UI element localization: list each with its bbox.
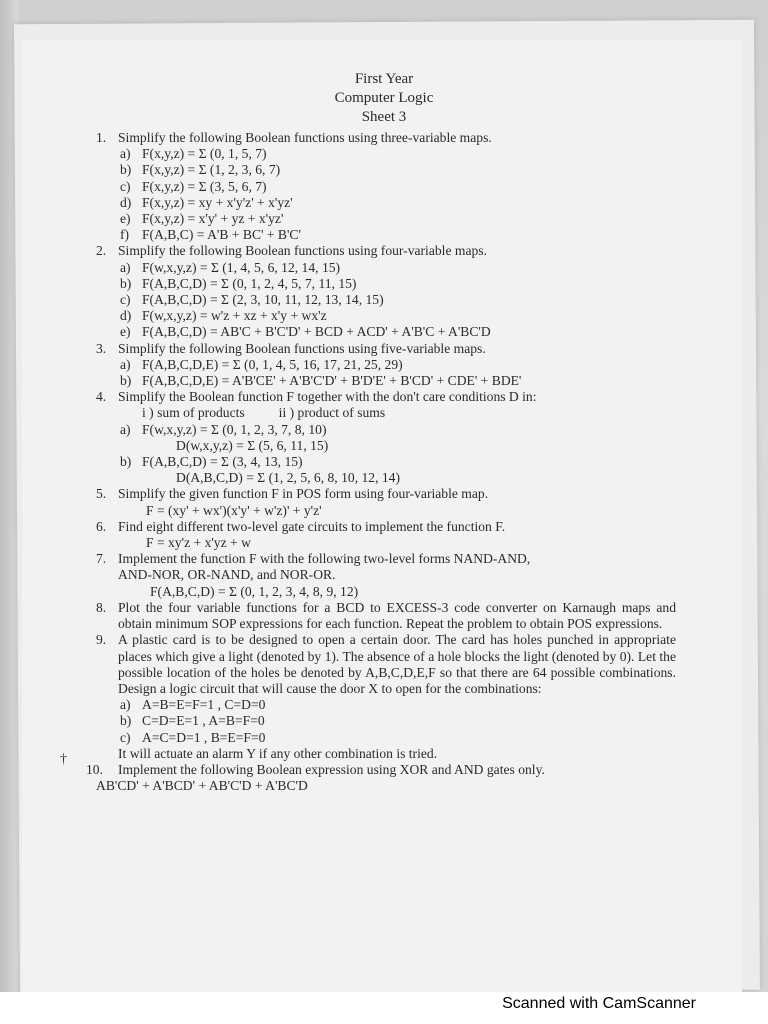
sub-item xyxy=(96,162,676,178)
question-number: 3. xyxy=(96,340,107,356)
sub-item xyxy=(96,324,676,340)
sub-text: F(x,y,z) = Σ (3, 5, 6, 7) xyxy=(142,178,267,194)
sub-text: F(w,x,y,z) = Σ (0, 1, 2, 3, 7, 8, 10) xyxy=(142,421,327,437)
sub-item xyxy=(96,211,676,227)
sub-label: a) xyxy=(120,259,131,275)
dont-care-text: D(w,x,y,z) = Σ (5, 6, 11, 15) xyxy=(176,437,329,453)
sub-label: f) xyxy=(120,227,130,243)
sub-text: F(A,B,C,D) = AB'C + B'C'D' + BCD + ACD' + A'B'C + A'BC'D xyxy=(142,324,491,340)
sheet-header xyxy=(0,70,768,127)
expression-text: F = (xy' + wx')(x'y' + w'z)' + y'z' xyxy=(146,502,322,518)
sub-text: F(x,y,z) = xy + x'y'z' + x'yz' xyxy=(142,194,293,210)
scanner-watermark: Scanned with CamScanner xyxy=(502,995,696,1012)
sub-text: F(w,x,y,z) = Σ (1, 4, 5, 6, 12, 14, 15) xyxy=(142,259,341,275)
expression xyxy=(96,503,676,519)
question-number: 2. xyxy=(96,243,107,259)
expression-text: F(A,B,C,D) = Σ (0, 1, 2, 3, 4, 8, 9, 12) xyxy=(150,583,359,599)
question-text: Simplify the following Boolean functions using three-variable maps. xyxy=(118,130,492,145)
sub-text: F(A,B,C,D,E) = A'B'CE' + A'B'C'D' + B'D'E' + B'CD' + CDE' + BDE' xyxy=(142,373,522,389)
question-number: 5. xyxy=(96,486,107,502)
expression xyxy=(96,778,676,794)
question-text: A plastic card is to be designed to open a certain door. The card has holes punched in appropriate places which give a light (denoted by 1). The absence of a hole blocks the light (denoted by 0). Let the possible location of the holes be denoted by A,B,C,D,E,F so that there are 64 possible combinations. Design a logic circuit that will cause the door X to open for the combinations: xyxy=(118,632,676,696)
sub-text: F(A,B,C) = A'B + BC' + B'C' xyxy=(142,227,301,243)
sub-item xyxy=(96,357,676,373)
sub-text: C=D=E=1 , A=B=F=0 xyxy=(142,713,265,729)
sub-item xyxy=(96,227,676,243)
question-2 xyxy=(96,243,676,259)
question-text-line1: Implement the function F with the following two-level forms NAND-AND, xyxy=(118,551,531,567)
question-4 xyxy=(96,389,676,405)
question-7 xyxy=(96,551,676,583)
sub-label: a) xyxy=(120,421,131,437)
margin-mark: † xyxy=(60,752,67,767)
sub-label: b) xyxy=(120,713,132,729)
sub-text: A=B=E=F=1 , C=D=0 xyxy=(142,697,266,713)
form-options-text: i ) sum of products ii ) product of sums xyxy=(142,405,386,421)
sub-item xyxy=(96,454,676,470)
sub-label: d) xyxy=(120,308,132,324)
question-text: Find eight different two-level gate circuits to implement the function F. xyxy=(118,518,506,534)
sub-text: F(x,y,z) = Σ (1, 2, 3, 6, 7) xyxy=(142,162,281,178)
sub-label: c) xyxy=(120,729,131,745)
sub-label: a) xyxy=(120,356,131,372)
sub-label: b) xyxy=(120,373,132,389)
question-tail-text: It will actuate an alarm Y if any other combination is tried. xyxy=(118,745,438,761)
dont-care xyxy=(96,470,676,486)
sub-text: F(x,y,z) = Σ (0, 1, 5, 7) xyxy=(142,146,267,162)
question-text: Simplify the following Boolean functions using five-variable maps. xyxy=(118,340,486,356)
question-9 xyxy=(96,632,676,697)
sub-item xyxy=(96,179,676,195)
sub-item xyxy=(96,308,676,324)
sub-label: c) xyxy=(120,292,131,308)
question-number: 4. xyxy=(96,389,107,405)
question-number: 9. xyxy=(96,632,107,648)
sub-text: F(w,x,y,z) = w'z + xz + x'y + wx'z xyxy=(142,308,327,324)
form-options xyxy=(96,405,676,421)
question-3 xyxy=(96,341,676,357)
question-1 xyxy=(96,130,676,146)
expression-text: AB'CD' + A'BCD' + AB'C'D + A'BC'D xyxy=(96,778,308,794)
sub-text: A=C=D=1 , B=E=F=0 xyxy=(142,729,266,745)
header-course: Computer Logic xyxy=(334,90,434,106)
sub-item xyxy=(96,373,676,389)
sub-label: c) xyxy=(120,178,131,194)
sub-item xyxy=(96,292,676,308)
expression xyxy=(96,535,676,551)
dont-care-text: D(A,B,C,D) = Σ (1, 2, 5, 6, 8, 10, 12, 14) xyxy=(176,470,401,486)
sub-item xyxy=(96,260,676,276)
sub-label: a) xyxy=(120,146,131,162)
expression-text: F = xy'z + x'yz + w xyxy=(146,535,251,551)
sub-item xyxy=(96,276,676,292)
sub-text: F(x,y,z) = x'y' + yz + x'yz' xyxy=(142,211,284,227)
question-text: Implement the following Boolean expression using XOR and AND gates only. xyxy=(118,761,545,777)
sub-item xyxy=(96,697,676,713)
question-10 xyxy=(86,761,676,778)
dont-care xyxy=(96,438,676,454)
sub-label: e) xyxy=(120,211,131,227)
sub-text: F(A,B,C,D) = Σ (3, 4, 13, 15) xyxy=(142,454,303,470)
scanner-footer xyxy=(0,992,768,1024)
question-text: Plot the four variable functions for a BCD to EXCESS-3 code converter on Karnaugh maps and obtain minimum SOP expressions for each function. Repeat the problem to obtain POS expressions. xyxy=(118,599,676,632)
sub-item xyxy=(96,422,676,438)
problem-list xyxy=(86,130,676,794)
question-text: Simplify the Boolean function F together with the don't care conditions D in: xyxy=(118,389,537,405)
sub-label: b) xyxy=(120,275,132,291)
header-sheet: Sheet 3 xyxy=(361,109,407,125)
question-8 xyxy=(96,600,676,632)
question-text: Simplify the following Boolean functions using four-variable maps. xyxy=(118,243,487,259)
question-tail xyxy=(96,746,676,762)
sub-label: b) xyxy=(120,162,132,178)
question-5 xyxy=(96,486,676,502)
question-number: 6. xyxy=(96,518,107,534)
header-year: First Year xyxy=(354,71,414,87)
sub-text: F(A,B,C,D,E) = Σ (0, 1, 4, 5, 16, 17, 21, 25, 29) xyxy=(142,356,403,372)
sub-label: e) xyxy=(120,324,131,340)
question-number: 1. xyxy=(96,130,107,145)
sub-text: F(A,B,C,D) = Σ (2, 3, 10, 11, 12, 13, 14, 15) xyxy=(142,292,384,308)
sub-text: F(A,B,C,D) = Σ (0, 1, 2, 4, 5, 7, 11, 15) xyxy=(142,275,357,291)
expression xyxy=(96,584,676,600)
question-number: 10. xyxy=(86,761,103,777)
sub-label: d) xyxy=(120,194,132,210)
sub-item xyxy=(96,195,676,211)
sub-item xyxy=(96,713,676,729)
sub-label: b) xyxy=(120,454,132,470)
question-6 xyxy=(96,519,676,535)
question-text: Simplify the given function F in POS form using four-variable map. xyxy=(118,486,489,502)
sub-item xyxy=(96,730,676,746)
question-text-line2: AND-NOR, OR-NAND, and NOR-OR. xyxy=(118,567,336,583)
question-number: 8. xyxy=(96,599,107,615)
sub-label: a) xyxy=(120,697,131,713)
question-number: 7. xyxy=(96,551,107,567)
sub-item xyxy=(96,146,676,162)
